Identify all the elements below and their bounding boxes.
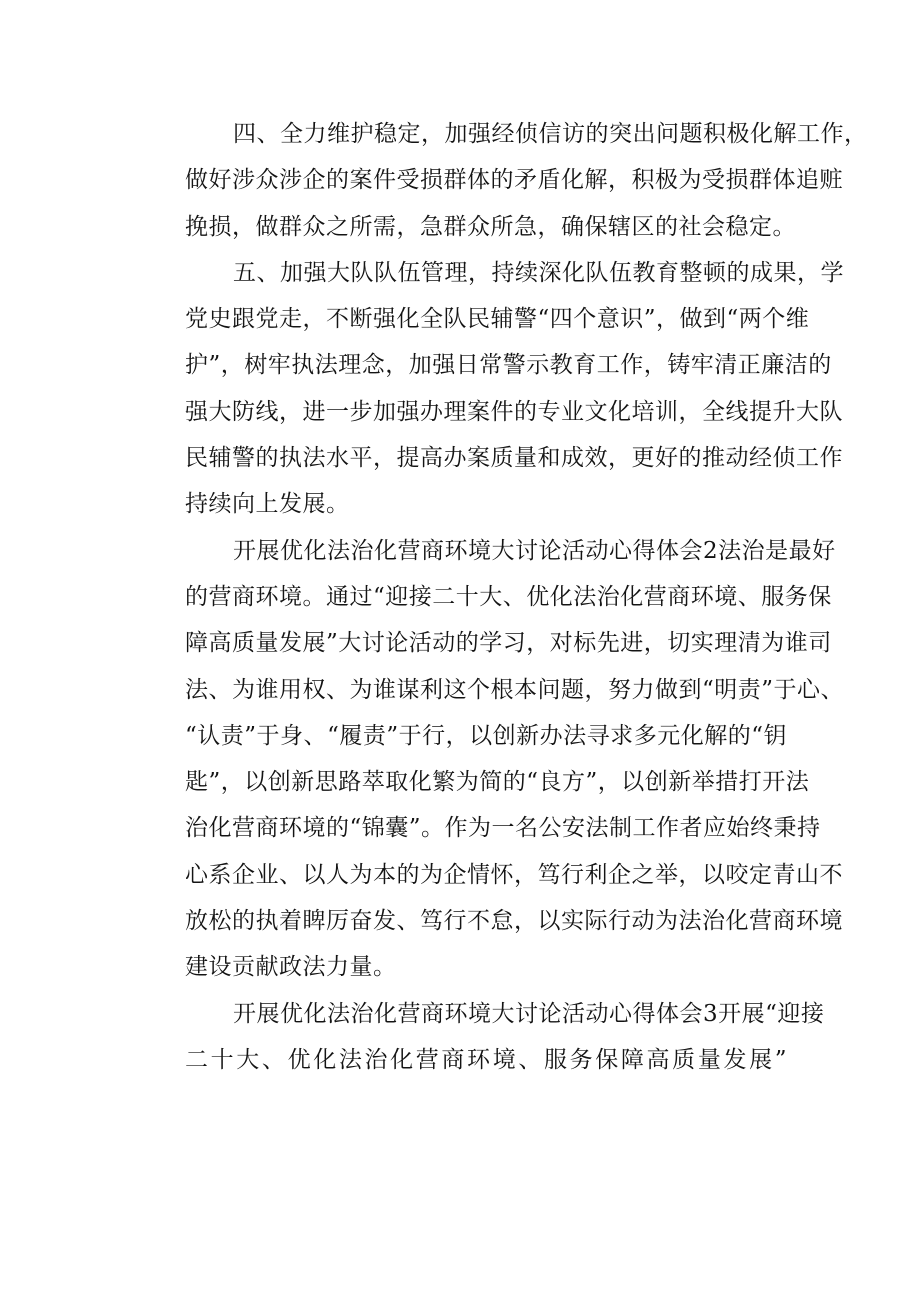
text-line: 障高质量发展”大讨论活动的学习，对标先进，切实理清为谁司: [185, 630, 832, 657]
paragraph-essay-3: [139, 991, 825, 1084]
paragraph-five: [139, 250, 844, 528]
text-line: 的营商环境。通过“迎接二十大、优化法治化营商环境、服务保: [185, 583, 832, 610]
paragraph-essay-2: [139, 528, 845, 991]
paragraph-four: [139, 111, 868, 250]
text-line: 四、全力维护稳定，加强经侦信访的突出问题积极化解工作，: [233, 121, 868, 147]
text-line: 开展优化法治化营商环境大讨论活动心得体会2法治是最好: [233, 537, 836, 564]
text-line: 匙”，以创新思路萃取化繁为简的“良方”，以创新举措打开法: [185, 769, 810, 796]
text-line: 护”，树牢执法理念，加强日常警示教育工作，铸牢清正廉洁的: [185, 352, 832, 379]
text-line: 建设贡献政法力量。: [185, 954, 397, 981]
text-line: 二十大、优化法治化营商环境、服务保障高质量发展”: [185, 1046, 787, 1073]
text-line: 做好涉众涉企的案件受损群体的矛盾化解，积极为受损群体追赃: [185, 167, 843, 194]
text-line: 强大防线，进一步加强办理案件的专业文化培训，全线提升大队: [185, 398, 843, 425]
document-body: [139, 111, 868, 1083]
text-line: 党史跟党走，不断强化全队民辅警“四个意识”，做到“两个维: [185, 306, 810, 333]
text-line: 治化营商环境的“锦囊”。作为一名公安法制工作者应始终秉持: [185, 815, 821, 842]
text-line: 放松的执着睥厉奋发、笃行不怠，以实际行动为法治化营商环境: [185, 908, 843, 935]
text-line: 心系企业、以人为本的为企情怀，笃行利企之举，以咬定青山不: [185, 861, 843, 888]
text-line: “认责”于身、“履责”于行，以创新办法寻求多元化解的“钥: [185, 722, 787, 749]
text-line: 五、加强大队队伍管理，持续深化队伍教育整顿的成果，学: [233, 259, 844, 286]
text-line: 持续向上发展。: [185, 491, 350, 518]
text-line: 挽损，做群众之所需，急群众所急，确保辖区的社会稳定。: [185, 213, 796, 240]
text-line: 民辅警的执法水平，提高办案质量和成效，更好的推动经侦工作: [185, 445, 843, 472]
text-line: 法、为谁用权、为谁谋利这个根本问题，努力做到“明责”于心、: [185, 676, 845, 703]
text-line: 开展优化法治化营商环境大讨论活动心得体会3开展“迎接: [233, 1000, 825, 1027]
